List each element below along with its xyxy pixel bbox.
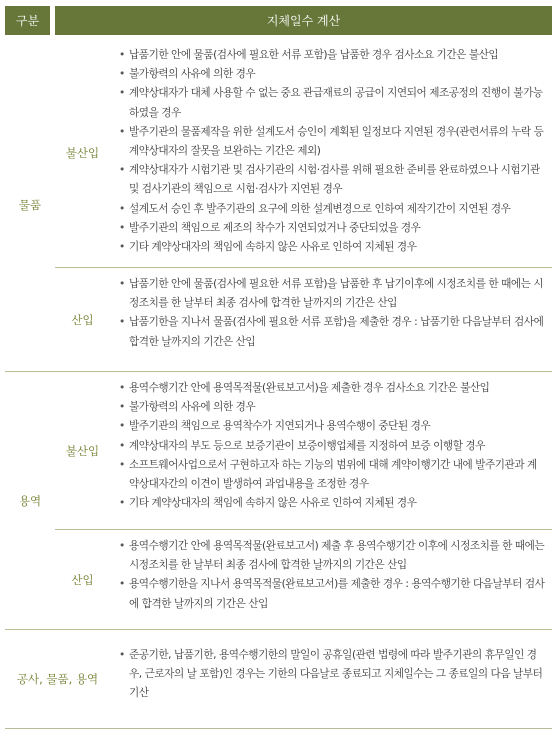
list-item: • 발주기관의 책임으로 제조의 착수가 지연되었거나 중단되었을 경우 bbox=[118, 219, 546, 238]
services-included-section bbox=[55, 529, 552, 630]
group-label-goods: 물품 bbox=[18, 198, 42, 212]
list-item: • 납품기한을 지나서 물품(검사에 필요한 서류 포함)을 제출한 경우 : 납품기한 다음날부터 검사에 합격한 날까지의 기간은 산입 bbox=[118, 313, 546, 351]
group-label-all: 공사, 물품, 용역 bbox=[16, 672, 99, 686]
table-header bbox=[5, 6, 552, 35]
list-item: • 발주기관의 책임으로 용역착수가 지연되거나 용역수행이 중단된 경우 bbox=[118, 417, 546, 436]
list-item: • 발주기관의 물품제작을 위한 설계도서 승인이 계획된 일정보다 지연된 경우(관련서류의 누락 등 계약상대자의 잘못을 보완하는 기간은 제외) bbox=[118, 123, 546, 161]
sub-label-included: 산입 bbox=[71, 313, 94, 327]
sub-label-excluded: 불산입 bbox=[65, 443, 100, 458]
list-item: • 준공기한, 납품기한, 용역수행기한의 말일이 공휴일(관련 법령에 따라 발주기관의 휴무일인 경우, 근로자의 날 포함)인 경우는 기한의 다음날로 종료되고 지체일수는 그 종료일의 다음 날부터 기산 bbox=[118, 646, 546, 704]
list-item: • 용역수행기간 안에 용역목적물(완료보고서)을 제출한 경우 검사소요 기간은 불산입 bbox=[118, 379, 546, 398]
group-body-goods bbox=[55, 39, 552, 371]
group-services bbox=[5, 372, 552, 630]
goods-included-list bbox=[110, 268, 552, 372]
sub-label-included: 산입 bbox=[71, 573, 94, 587]
list-item: • 용역수행기한을 지나서 용역목적물(완료보고서)를 제출한 경우 : 용역수행기한 다음날부터 검사에 합격한 날까지의 기간은 산입 bbox=[118, 575, 546, 613]
group-all bbox=[5, 630, 552, 729]
list-item: • 용역수행기간 안에 용역목적물(완료보고서) 제출 후 용역수행기간 이후에 시정조치를 한 때에는 시정조치를 한 날부터 최종 검사에 합격한 날까지의 기간은 산입 bbox=[118, 537, 546, 575]
list-item: • 계약상대자의 부도 등으로 보증기관이 보증이행업체를 지정하여 보증 이행할 경우 bbox=[118, 437, 546, 456]
list-item: • 설계도서 승인 후 발주기관의 요구에 의한 설계변경으로 인하여 제작기간이 지연된 경우 bbox=[118, 200, 546, 219]
list-item: • 계약상대자가 대체 사용할 수 없는 중요 관급재료의 공급이 지연되어 제조공정의 진행이 불가능하였을 경우 bbox=[118, 84, 546, 122]
goods-included-section bbox=[55, 267, 552, 372]
all-common-list bbox=[110, 630, 552, 728]
group-goods bbox=[5, 39, 552, 372]
list-item: • 납품기한 안에 물품(검사에 필요한 서류 포함)을 납품한 후 납기이후에 시정조치를 한 때에는 시정조치를 한 날부터 최종 검사에 합격한 날까지의 기간은 산입 bbox=[118, 275, 546, 313]
list-item: • 계약상대자가 시험기관 및 검사기관의 시험·검사를 위해 필요한 준비를 완료하였으나 시험기관 및 검사기관의 책임으로 시험·검사가 지연된 경우 bbox=[118, 161, 546, 199]
services-excluded-section bbox=[55, 372, 552, 529]
list-item: • 기타 계약상대자의 책임에 속하지 않은 사유로 인하여 지체된 경우 bbox=[118, 494, 546, 513]
header-category: 구분 bbox=[5, 6, 50, 35]
group-body-services bbox=[55, 372, 552, 629]
header-calculation: 지체일수 계산 bbox=[55, 6, 552, 35]
sub-label-excluded: 불산입 bbox=[65, 146, 100, 160]
group-label-services: 용역 bbox=[18, 493, 42, 508]
delay-days-table bbox=[5, 6, 552, 729]
list-item: • 기타 계약상대자의 책임에 속하지 않은 사유로 인하여 지체된 경우 bbox=[118, 238, 546, 257]
list-item: • 소프트웨어사업으로서 구현하고자 하는 기능의 범위에 대해 계약이행기간 내에 발주기관과 계약상대자간의 이견이 발생하여 과업내용을 조정한 경우 bbox=[118, 456, 546, 494]
goods-excluded-list bbox=[110, 39, 552, 267]
goods-excluded-section bbox=[55, 39, 552, 267]
list-item: • 납품기한 안에 물품(검사에 필요한 서류 포함)을 납품한 경우 검사소요 기간은 불산입 bbox=[118, 46, 546, 65]
services-included-list bbox=[110, 530, 552, 630]
list-item: • 불가항력의 사유에 의한 경우 bbox=[118, 65, 546, 84]
services-excluded-list bbox=[110, 372, 552, 529]
list-item: • 불가항력의 사유에 의한 경우 bbox=[118, 398, 546, 417]
